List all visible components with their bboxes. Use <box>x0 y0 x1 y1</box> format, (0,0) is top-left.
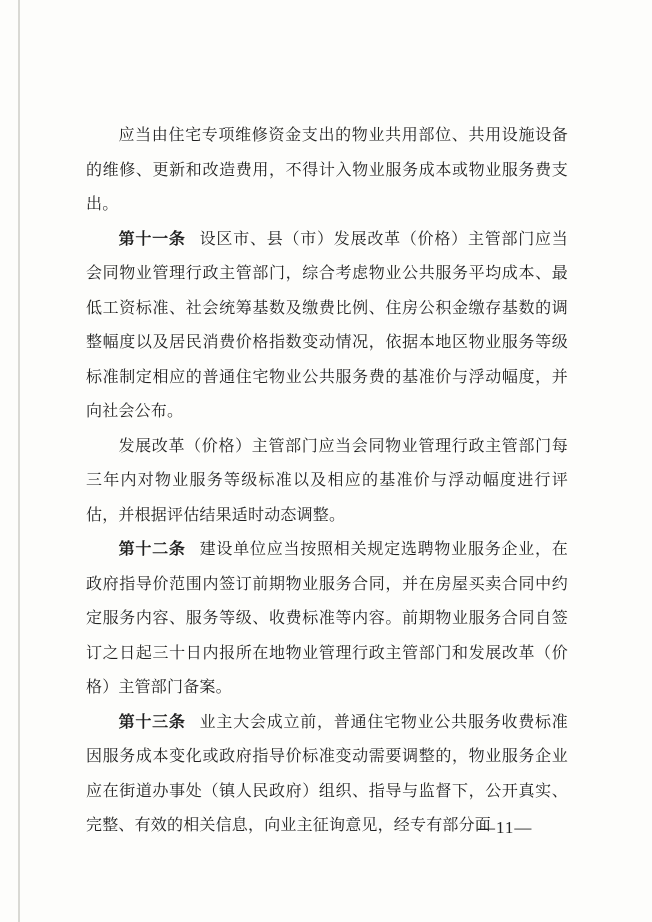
article-title: 第十三条 <box>118 711 186 731</box>
paragraph-text: 应当由住宅专项维修资金支出的物业共用部位、共用设施设备的维修、更新和改造费用，不得计入物业服务成本或物业服务费支出。 <box>86 125 568 213</box>
article-title: 第十二条 <box>118 539 186 558</box>
paragraph-text: 业主大会成立前，普通住宅物业公共服务收费标准因服务成本变化或政府指导价标准变动需要调整的，物业服务企业应在街道办事处（镇人民政府）组织、指导与监督下，公开真实、完整、有效的相关信息，向业主征询意见，经专有部分面 <box>86 711 568 834</box>
paragraph-text: 建设单位应当按照相关规定选聘物业服务企业，在政府指导价范围内签订前期物业服务合同，并在房屋买卖合同中约定服务内容、服务等级、收费标准等内容。前期物业服务合同自签订之日起三十日内报所在地物业管理行政主管部门和发展改革（价格）主管部门备案。 <box>86 539 568 696</box>
paragraph-text: 发展改革（价格）主管部门应当会同物业管理行政主管部门每三年内对物业服务等级标准以及相应的基准价与浮动幅度进行评估，并根据评估结果适时动态调整。 <box>86 435 568 524</box>
paragraph-2 <box>86 222 568 429</box>
paragraph-3 <box>86 429 568 533</box>
paragraph-1 <box>86 118 568 222</box>
paragraph-4 <box>86 532 568 705</box>
paragraph-text: 设区市、县（市）发展改革（价格）主管部门应当会同物业管理行政主管部门，综合考虑物业公共服务平均成本、最低工资标准、社会统筹基数及缴费比例、住房公积金缴存基数的调整幅度以及居民消费价格指数变动情况，依据本地区物业服务等级标准制定相应的普通住宅物业公共服务费的基准价与浮动幅度，并向社会公布。 <box>86 228 568 420</box>
page-edge-line <box>18 0 20 922</box>
article-title: 第十一条 <box>118 228 186 248</box>
page-number: —11— <box>478 818 533 837</box>
document-body <box>86 118 568 843</box>
